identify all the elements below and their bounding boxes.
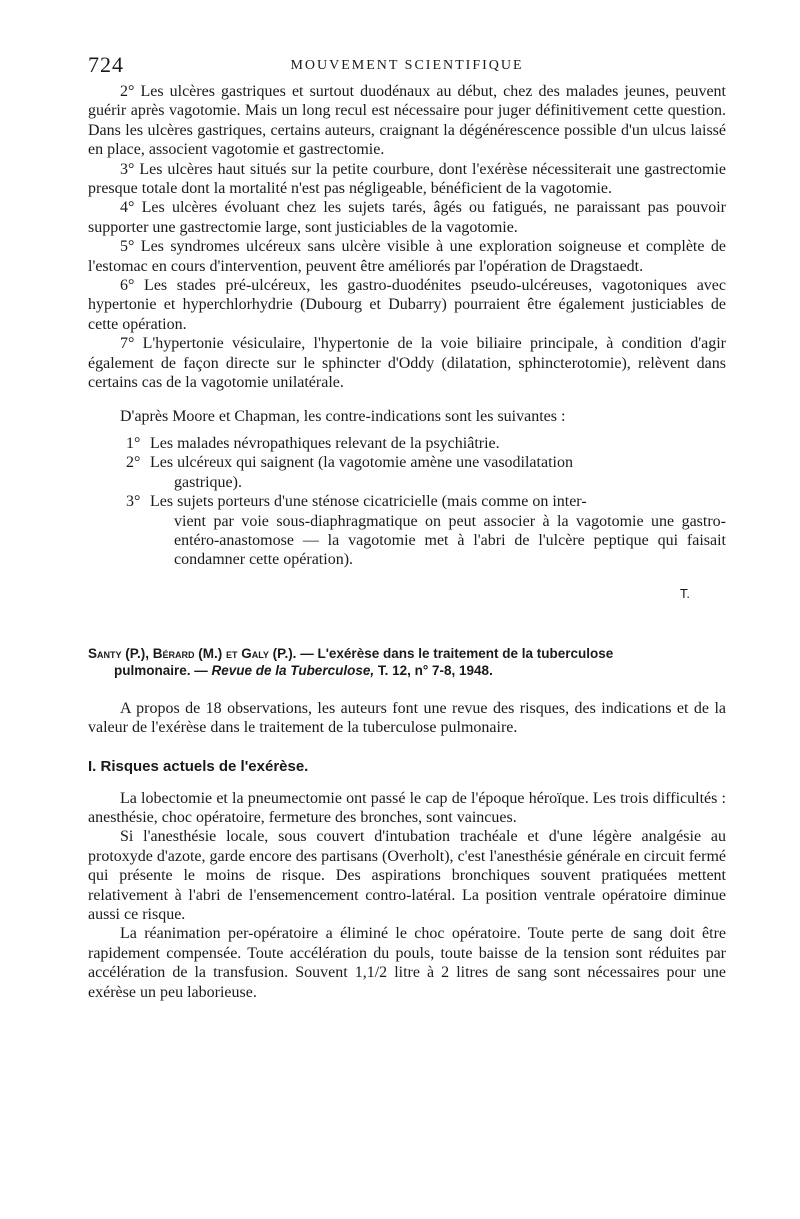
running-title: MOUVEMENT SCIENTIFIQUE (290, 58, 524, 73)
indications-list (88, 82, 726, 393)
contra-number: 3° (126, 493, 141, 511)
article-citation (88, 645, 726, 679)
contra-text: Les sujets porteurs d'une sténose cicatricielle (mais comme on inter- (150, 493, 587, 511)
indication-paragraph: 7° L'hypertonie vésiculaire, l'hypertonie de la voie biliaire principale, à condition d'agir également de façon directe sur le sphincter d'Oddy (dilatation, sphincterotomie), relèvent dans certains cas de la vagotomie unilatérale. (88, 335, 726, 392)
author-signature: T. (679, 585, 690, 601)
indication-paragraph: 5° Les syndromes ulcéreux sans ulcère visible à une exploration soigneuse et complète de l'estomac en cours d'intervention, peuvent être améliorés par l'opération de Dragstaedt. (88, 238, 726, 275)
section-paragraph: La réanimation per-opératoire a éliminé le choc opératoire. Toute perte de sang doit être rapidement compensée. Toute accélération du pouls, toute baisse de la tension sont réduites par accélération de la transfusion. Souvent 1,1/2 litre à 2 litres de sang sont nécessaires pour une exérèse un peu laborieuse. (88, 925, 726, 1001)
section-paragraph: Si l'anesthésie locale, sous couvert d'intubation trachéale et d'une légère analgésie au protoxyde d'azote, garde encore des partisans (Overholt), c'est l'anesthésie générale en circuit fermé qui présente le moins de risque. Des aspirations bronchiques souvent pratiquées mettent relativement à l'abri de l'ensemencement contro-latéral. La position ventrale opératoire diminue aussi ce risque. (88, 828, 726, 923)
section-heading: I. Risques actuels de l'exérèse. (88, 757, 309, 775)
citation-journal: — Revue de la Tuberculose, (194, 662, 375, 678)
section-paragraph: La lobectomie et la pneumectomie ont passé le cap de l'époque héroïque. Les trois difficultés : anesthésie, choc opératoire, fermeture des bronches, sont vaincues. (88, 789, 726, 826)
contra-text-cont: gastrique). (174, 473, 242, 491)
citation-ref: T. 12, n° 7-8, 1948. (377, 662, 493, 678)
citation-title: — L'exérèse dans le traitement de la tuberculose (300, 645, 614, 661)
indication-paragraph: 4° Les ulcères évoluant chez les sujets tarés, âgés ou fatigués, ne paraissant pas pouvoir supporter une gastrectomie large, sont justiciables de la vagotomie. (88, 199, 726, 236)
intro-paragraph: A propos de 18 observations, les auteurs font une revue des risques, des indications et de la valeur de l'exérèse dans le traitement de la tuberculose pulmonaire. (88, 699, 726, 737)
citation-authors: Santy (P.), Bérard (M.) et Galy (P.). (88, 645, 297, 661)
contra-text: Les ulcéreux qui saignent (la vagotomie amène une vasodilatation (150, 454, 573, 472)
contra-list (88, 434, 726, 570)
contra-item (126, 453, 726, 492)
contra-item (126, 434, 726, 453)
document-page (88, 52, 726, 1002)
contra-number: 2° (126, 454, 141, 472)
contra-item (126, 492, 726, 570)
contra-intro: D'après Moore et Chapman, les contre-indications sont les suivantes : (120, 407, 566, 425)
indication-paragraph: 6° Les stades pré-ulcéreux, les gastro-duodénites pseudo-ulcéreuses, vagotoniques avec hypertonie et hyperchlorhydrie (Dubourg et Dubarry) pourraient être également justiciables de cette opération. (88, 277, 726, 333)
contra-text: Les malades névropathiques relevant de la psychiâtrie. (150, 434, 500, 452)
page-number: 724 (88, 52, 124, 77)
contra-number: 1° (126, 434, 141, 452)
indication-paragraph: 3° Les ulcères haut situés sur la petite courbure, dont l'exérèse nécessiterait une gastrectomie presque totale dont la mortalité n'est pas négligeable, bénéficient de la vagotomie. (88, 160, 726, 198)
citation-title-cont: pulmonaire. (114, 662, 191, 678)
indication-paragraph: 2° Les ulcères gastriques et surtout duodénaux au début, chez des malades jeunes, peuvent guérir après vagotomie. Mais un long recul est nécessaire pour juger définitivement cette question. Dans les ulcères gastriques, certains auteurs, craignant la dégénérescence possible d'un ulcus laissé en place, associent vagotomie et gastrectomie. (88, 83, 726, 159)
contra-text-cont: vient par voie sous-diaphragmatique on peut associer à la vagotomie une gastro-entéro-anastomose — la vagotomie met à l'abri de l'ulcère peptique qui faisait condamner cette opération). (174, 512, 726, 569)
page-header (88, 52, 726, 82)
